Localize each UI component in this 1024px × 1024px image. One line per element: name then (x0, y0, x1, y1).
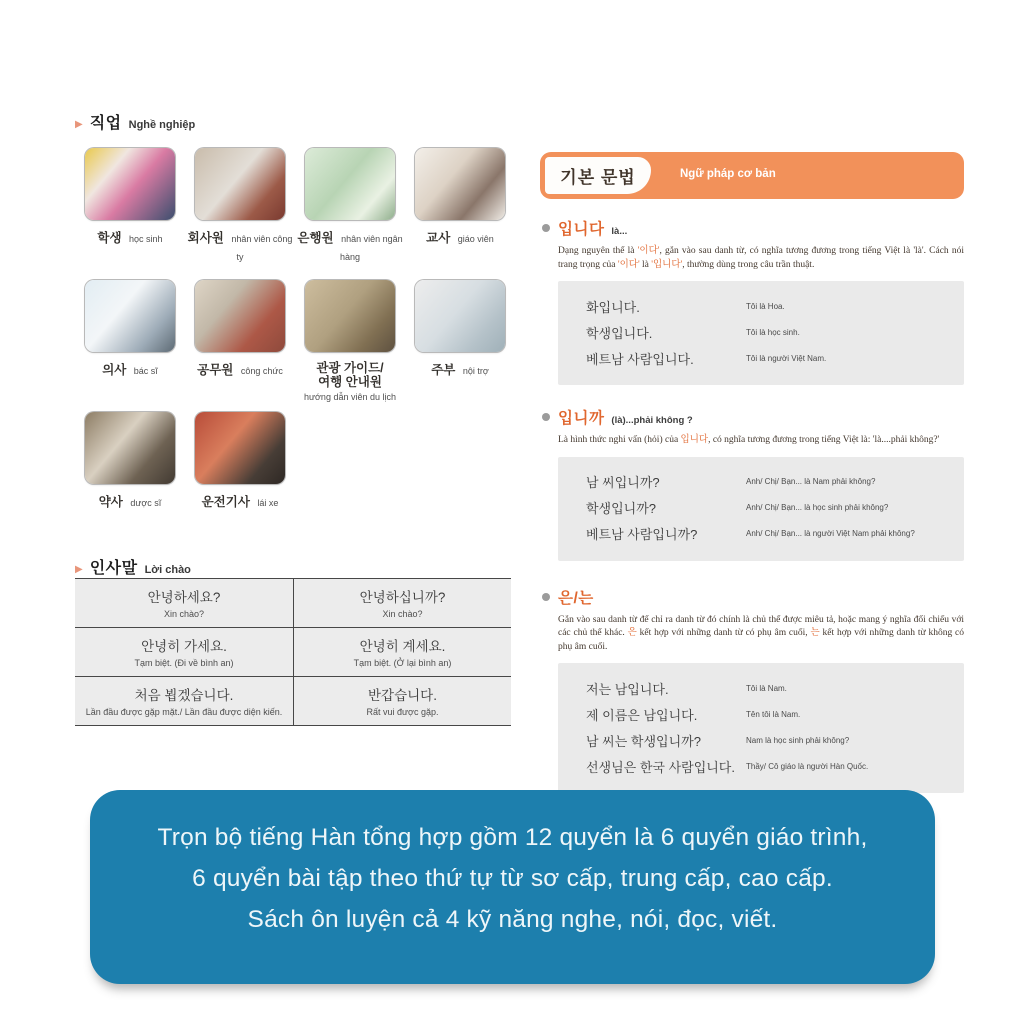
greeting-cell (293, 628, 511, 676)
occupations-row-1 (75, 148, 515, 266)
greetings-table (75, 578, 511, 726)
occupation-korean: 약사 (98, 495, 123, 509)
housewife-photo (415, 280, 505, 352)
example-korean: 남 씨는 학생입니까? (586, 733, 701, 749)
greeting-korean: 반갑습니다. (368, 688, 437, 703)
greeting-korean: 안녕하십니까? (359, 590, 446, 605)
driver-photo (195, 412, 285, 484)
grammar-section-heading (540, 586, 964, 608)
greetings-section-title (75, 555, 191, 578)
greeting-vietnamese: Tạm biệt. (Đi về bình an) (134, 658, 234, 668)
occupations-title-vietnamese: Nghề nghiệp (128, 119, 196, 131)
example-box (558, 457, 964, 561)
example-vietnamese: Nam là học sinh phải không? (746, 735, 850, 745)
promo-line-2: 6 quyển bài tập theo thứ tự từ sơ cấp, trung cấp, cao cấp. (192, 865, 833, 892)
grammar-explanation: Dạng nguyên thể là '이다', gắn vào sau danh từ, có nghĩa tương đương trong tiếng Việt là 'là'. Cách nói trang trọng của '이다' là '입니다', thường dùng trong câu trần thuật. (558, 246, 964, 270)
example-row (586, 521, 954, 547)
promo-banner (90, 790, 935, 984)
occupation-label (295, 361, 405, 402)
section-arrow-icon: ▶ (75, 564, 83, 575)
greeting-korean: 안녕하세요? (147, 590, 221, 605)
grammar-section-heading (540, 406, 964, 428)
pharmacist-photo (85, 412, 175, 484)
occupation-card-housewife (405, 280, 515, 402)
occupation-vietnamese: công chức (240, 366, 283, 376)
example-korean: 저는 남입니다. (586, 681, 669, 697)
greeting-vietnamese: Lần đầu được gặp mặt./ Lần đầu được diện kiến. (85, 707, 283, 717)
occupation-card-tour-guide (295, 280, 405, 402)
office-worker-photo (195, 148, 285, 220)
grammar-heading-subtitle: là... (611, 226, 628, 237)
teacher-photo (415, 148, 505, 220)
occupation-label (185, 361, 295, 379)
grammar-section-heading (540, 217, 964, 239)
right-page (540, 152, 964, 793)
example-korean: 베트남 사람입니다. (586, 351, 694, 367)
occupations-row-2 (75, 280, 515, 402)
occupation-korean: 은행원 (297, 231, 334, 245)
example-vietnamese: Tôi là học sinh. (746, 327, 800, 337)
example-row (586, 675, 954, 701)
example-row (586, 753, 954, 779)
greeting-cell (293, 677, 511, 725)
civil-servant-photo (195, 280, 285, 352)
student-photo (85, 148, 175, 220)
greeting-vietnamese: Xin chào? (163, 609, 205, 619)
example-korean: 화입니다. (586, 299, 640, 315)
grammar-section-imnikka (540, 406, 964, 561)
example-box (558, 281, 964, 385)
greetings-table-row (75, 578, 511, 627)
example-row (586, 495, 954, 521)
example-box (558, 663, 964, 793)
example-korean: 남 씨입니까? (586, 475, 660, 490)
example-row (586, 469, 954, 495)
occupation-card-bank-clerk (295, 148, 405, 266)
occupation-vietnamese: nhân viên ngân hàng (339, 234, 403, 263)
grammar-explanation: Gắn vào sau danh từ để chỉ ra danh từ đó chính là chủ thể được miêu tả, hoặc mang ý nghĩa đối chiếu với các chủ thể khác. 은 kết hợp với những danh từ có phụ âm cuối, 는 kết hợp với những danh từ không có phụ âm cuối. (558, 614, 965, 652)
grammar-header-korean-box (545, 157, 651, 194)
greeting-cell (75, 579, 293, 627)
greeting-vietnamese: Rất vui được gặp. (366, 707, 439, 717)
occupation-label (75, 493, 185, 511)
promo-line-3: Sách ôn luyện cả 4 kỹ năng nghe, nói, đọc, viết. (247, 906, 778, 933)
greetings-table-row (75, 676, 511, 726)
example-korean: 선생님은 한국 사람입니다. (586, 759, 735, 775)
occupation-vietnamese: nội trợ (462, 366, 489, 376)
greeting-vietnamese: Xin chào? (382, 609, 423, 619)
example-korean: 학생입니다. (586, 325, 653, 341)
example-row (586, 701, 954, 727)
occupations-row-3 (75, 412, 515, 511)
occupation-vietnamese: nhân viên công ty (231, 234, 293, 263)
promo-line-1: Trọn bộ tiếng Hàn tổng hợp gồm 12 quyển là 6 quyển giáo trình, (157, 824, 868, 851)
occupation-card-civil-servant (185, 280, 295, 402)
greeting-korean: 처음 뵙겠습니다. (134, 688, 234, 703)
greeting-vietnamese: Tạm biệt. (Ở lại bình an) (353, 658, 452, 668)
tour-guide-photo (305, 280, 395, 352)
occupation-korean: 운전기사 (201, 495, 250, 509)
example-vietnamese: Anh/ Chị/ Bạn... là Nam phải không? (746, 477, 876, 486)
occupation-label (405, 229, 515, 247)
occupation-vietnamese: hướng dẫn viên du lịch (304, 391, 396, 402)
grammar-heading-korean: 입니다 (558, 221, 605, 238)
occupation-label (295, 229, 405, 266)
grammar-header-vietnamese: Ngữ pháp cơ bản (680, 168, 776, 180)
occupation-korean-line2: 여행 안내원 (318, 375, 382, 390)
example-vietnamese: Tôi là người Việt Nam. (746, 353, 827, 363)
bullet-icon (542, 224, 550, 232)
left-page (75, 110, 515, 750)
greeting-korean: 안녕히 계세요. (359, 639, 446, 654)
occupation-korean: 주부 (431, 363, 456, 377)
occupation-label (185, 493, 295, 511)
greetings-title-korean: 인사말 (89, 560, 138, 577)
occupation-korean: 회사원 (187, 231, 224, 245)
greeting-cell (293, 579, 511, 627)
doctor-photo (85, 280, 175, 352)
greeting-cell (75, 677, 293, 725)
occupation-card-office-worker (185, 148, 295, 266)
occupation-vietnamese: bác sĩ (133, 366, 158, 376)
example-korean: 베트남 사람입니까? (586, 527, 698, 542)
example-korean: 제 이름은 남입니다. (586, 707, 698, 723)
example-vietnamese: Anh/ Chị/ Bạn... là người Việt Nam phải không? (746, 529, 915, 538)
greeting-cell (75, 628, 293, 676)
occupation-card-doctor (75, 280, 185, 402)
occupation-vietnamese: học sinh (129, 234, 163, 244)
grammar-explanation: Là hình thức nghi vấn (hỏi) của 입니다, có nghĩa tương đương trong tiếng Việt là: 'là....phải không?' (558, 435, 940, 445)
occupation-card-teacher (405, 148, 515, 266)
occupation-vietnamese: giáo viên (457, 234, 494, 244)
occupation-label (75, 361, 185, 379)
example-korean: 학생입니까? (586, 501, 657, 516)
grammar-heading-korean: 입니까 (558, 410, 605, 427)
occupation-card-student (75, 148, 185, 266)
occupation-label (405, 361, 515, 379)
example-row (586, 727, 954, 753)
greeting-korean: 안녕히 가세요. (141, 639, 227, 654)
example-vietnamese: Tôi là Hoa. (746, 301, 785, 311)
bullet-icon (542, 593, 550, 601)
occupations-section-title (75, 110, 515, 133)
example-vietnamese: Thầy/ Cô giáo là người Hàn Quốc. (746, 761, 869, 771)
occupation-korean: 학생 (97, 231, 122, 245)
example-vietnamese: Anh/ Chị/ Bạn... là học sinh phải không? (746, 503, 889, 512)
grammar-heading-korean: 은/는 (558, 589, 594, 607)
example-vietnamese: Tên tôi là Nam. (746, 709, 801, 719)
occupation-vietnamese: dược sĩ (130, 498, 162, 508)
grammar-heading-subtitle: (là)...phải không ? (611, 415, 693, 426)
occupation-korean: 관광 가이드/ (316, 361, 384, 375)
occupation-label (185, 229, 295, 266)
example-row (586, 293, 954, 319)
example-row (586, 319, 954, 345)
occupation-label (75, 229, 185, 247)
grammar-section-eun-neun (540, 586, 964, 794)
greetings-table-row (75, 627, 511, 676)
occupation-korean: 의사 (102, 363, 127, 377)
section-arrow-icon: ▶ (75, 119, 83, 130)
occupation-vietnamese: lái xe (257, 498, 279, 508)
occupation-card-driver (185, 412, 295, 511)
example-row (586, 345, 954, 371)
occupation-card-pharmacist (75, 412, 185, 511)
greetings-title-vietnamese: Lời chào (144, 564, 191, 576)
grammar-header-korean: 기본 문법 (560, 168, 636, 187)
grammar-section-imnida (540, 217, 964, 385)
occupations-title-korean: 직업 (89, 115, 122, 132)
bullet-icon (542, 413, 550, 421)
bank-clerk-photo (305, 148, 395, 220)
occupation-korean: 공무원 (197, 363, 234, 377)
occupation-korean: 교사 (426, 231, 451, 245)
example-vietnamese: Tôi là Nam. (746, 683, 787, 693)
grammar-header-banner (540, 152, 964, 199)
